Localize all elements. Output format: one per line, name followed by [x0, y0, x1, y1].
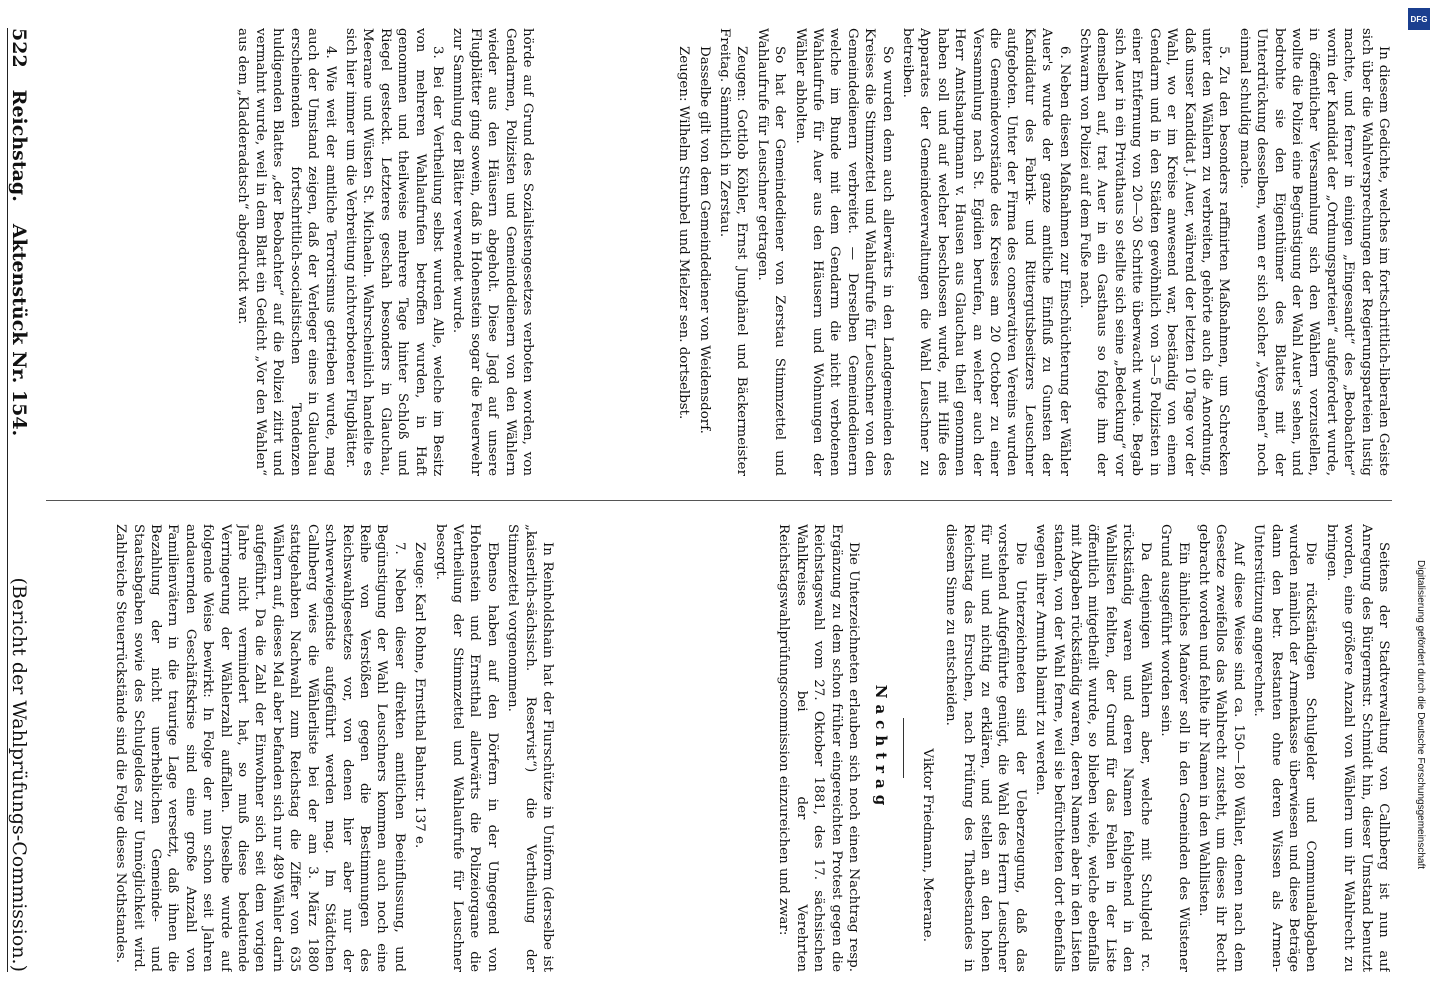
paragraph: 4. Wie weit der amtliche Terrorismus getrieben wurde, mag auch der Umstand zeigen, daß der Verleger eines in Glauchau erscheinenden fortschrittlich-socialistischen Tendenzen huldigenden Blattes „der Beobachter“ auf die Polizei zitirt und vermahnt wurde, weil in dem Blatt ein Gedicht „Vor den Wahlen“ aus dem „Kladderadatsch“ abgedruckt war.	[235, 28, 338, 476]
paragraph: Zeugen: Gottlob Köhler, Ernst Junghänel und Bäckermeister Freitag. Sämmtlich in Zerstau.	[716, 28, 750, 476]
header-piece: Aktenstück Nr. 154.	[8, 223, 30, 437]
paragraph: Ebenso haben auf den Dörfern in der Umgegend von Hohenstein und Ernstthal allerwärts die Polizeiorgane die Vertheilung der Stimmzettel und Wahlaufrufe für Leuschner besorgt.	[432, 524, 500, 972]
paragraph: hörde auf Grund des Sozialistengesetzes verboten worden, von Gendarmen, Polizisten und Gemeindedienern von den Wählern wieder aus den Häusern abgeholt. Diese Jagd auf unsere Flugblätter ging sowein, daß in Hohenstein sogar die Feuerwehr zur Sammlung der Blätter verwendet wurde.	[450, 28, 535, 476]
header-title: Reichstag.	[8, 89, 30, 202]
header-report: (Bericht der Wahlprüfungs-Commission.)	[8, 577, 30, 972]
right-column	[46, 524, 556, 972]
column-divider	[46, 500, 1392, 501]
nachtrag-paragraph: Die Unterzeichneten erlauben sich noch einen Nachtrag resp. Ergänzung zu dem schon früher eingereichten Protest gegen die Reichstagswahl vom 27. Oktober 1881, des 17. sächsischen Wahlkreises bei der Verehrten Reichstagswahlprüfungscommission einzureichen und zwar:	[776, 524, 862, 972]
paragraph: In diesem Gedichte, welches im fortschrittlich-liberalen Geiste sich über die Wahlversprechungen der Regierungsparteien lustig machte, und ferner in einigen „Eingesandt“ des „Beobachter“ worin der Kandidat der „Ordnungsparteien“ aufgefordert wurde, in öffentlicher Versammlung sich den Wählern vorzustellen, wollte die Polizei eine Begünstigung der Wahl Auer's sehen, und bedrohte sie den Eigenthümer des Blattes mit der Unterdrückung desselben, wenn er sich solcher „Vergehen“ noch einmal schuldig mache.	[1236, 28, 1391, 476]
paragraph: Da denjenigen Wählern aber, welche mit Schulgeld rc. rückständig waren und deren Namen fehlgehend in den Wahllisten fehlten, der Grund für das Fehlen in der Liste öffentlich mitgetheilt wurde, so blieben viele, welche ebenfalls mit Abgaben rückständig waren, deren Namen aber in den Listen standen, von der Wahl ferne, weil sie befürchteten dort ebenfalls wegen ihrer Armuth blamirt zu werden.	[1033, 524, 1153, 972]
paragraph: 5. Zu den besonders raffinirten Maßnahmen, um Schrecken unter den Wählern zu verbreiten, gehörte auch die Anordnung, daß unser Kandidat J. Auer, während der letzten 10 Tage vor der Wahl, wo er im Kreise anwesend war, beständig von einem Gendarm und in den Städten gewöhnlich von 3—5 Polizisten in einer Entfernung von 20—30 Schritte überwacht wurde. Begab sich Auer in ein Privathaus so stellte sich seine „Bedeckung“ vor demselben auf, trat Auer in ein Gasthaus so folgte ihm der Schwarm von Polizei auf dem Fuße nach.	[1077, 28, 1232, 476]
page-number: 522	[8, 28, 30, 68]
paragraph: Zeugen: Wilhelm Strunbel und Mielzer sen. dortselbst.	[676, 46, 692, 420]
paragraph: Auf diese Weise sind ca. 150—180 Wähler, denen nach dem Gesetze zweifellos das Wahlrecht zusteht, um dieses ihr Recht gebracht worden und fehlte ihr Namen in den Wahllisten.	[1195, 524, 1246, 972]
paragraph: Dasselbe gilt von dem Gemeindediener von Weidensdorf.	[696, 46, 712, 434]
paragraph: Ein ähnliches Manöver soll in den Gemeinden des Wüstener Grund ausgeführt worden sein.	[1158, 524, 1191, 972]
paragraph: Die Unterzeichneten sind der Ueberzeugung, daß das vorstehend Aufgeführte genügt, die Wahl des Herrn Leuschner für null und nichtig zu erklären, und stellen an den hohen Reichstag das Ersuchen, nach Prüfung des Thatbestandes in diesem Sinne zu entscheiden.	[943, 524, 1028, 972]
left-column-continued	[536, 28, 1392, 476]
credit-text: Digitalisierung gefördert durch die Deutsche Forschungsgemeinschaft	[1415, 560, 1426, 870]
paragraph: Zeuge: Karl Rohne, Ernstthal Bahnstr. 137 e.	[412, 542, 428, 849]
section-divider	[903, 718, 904, 778]
paragraph: In Reinholdshain hat der Flurschütze in Uniform (derselbe ist „kaiserlich-sächsisch. Reservist“) die Vertheilung der Stimmzettel vorgenommen.	[505, 524, 555, 972]
paragraph: 7. Neben dieser direkten amtlichen Beeinflussung, und Begünstigung der Wahl Leuschners kommen auch noch eine Reihe von Verstößen gegen die Bestimmungen des Reichswahlgesetzes vor, von denen hier aber nur der schwerwiegendste aufgeführt werden mag. Im Städtchen Callnberg wies die Wählerliste bei der am 3. März 1880 stattgehabten Nachwahl zum Reichstag die Ziffer von 635 Wählern auf, dieses Mal aber befanden sich nur 489 Wähler darin aufgeführt. Da die Zahl der Einwohner sich seit dem vorigen Jahre nicht vermindert hat, so muß diese bedeutende Verringerung der Wählerzahl auffallen. Dieselbe wurde auf folgende Weise bewirkt: In Folge der nun schon seit Jahren andauernden Geschäftskrise sind eine große Anzahl von Familienvätern in die traurige Lage versetzt, daß ihnen die Bezahlung der nicht unerheblichen Gemeinde- und Staatsabgaben sowie des Schulgeldes zur Unmöglichkeit wird. Zahlreiche Steuerrückstände sind die Folge dieses Nothstandes.	[113, 524, 407, 972]
paragraph: 6. Neben diesen Maßnahmen zur Einschüchterung der Wähler Auer's wurde der ganze amtliche Einfluß zu Gunsten der Kandidatur des Fabrik- und Rittergutsbesitzers Leuschner aufgeboten. Unter der Firma des conservativen Vereins wurden die Gemeindevorstände des Kreises am 20 October zu einer Versammlung nach St. Egidien berufen, an welcher auch der Herr Amtshauptmann v. Hausen aus Glauchau theil genommen haben soll und auf welcher beschlossen wurde, mit Hilfe des Apparates der Gemeindeverwaltungen die Wahl Leuschner zu betreiben.	[900, 28, 1072, 476]
page-header	[7, 28, 38, 972]
right-column-continued	[556, 524, 1392, 972]
nachtrag-heading: Nachtrag	[872, 684, 891, 812]
left-column	[46, 28, 536, 476]
paragraph: Die rückständigen Schulgelder und Communalabgaben wurden nämlich der Armenkasse überwiesen und diese Beträge dann den betr. Restanten ohne deren Wissen als Armen-Unterstützung angerechnet.	[1251, 524, 1319, 972]
paragraph: 3. Bei der Vertheilung selbst wurden Alle, welche im Besitz von mehreren Wahlaufrufen betroffen wurden, in Haft genommen und theilweise mehrere Tage hinter Schloß und Riegel gesteckt. Letzteres geschah besonders in Glauchau, Meerane und Wüsten St. Michaeln. Wahrscheinlich handelte es sich hier immer um die Verbreitung nichtverbotener Flugblätter.	[342, 28, 445, 476]
dfg-logo: DFG	[1408, 8, 1430, 30]
paragraph: So hat der Gemeindediener von Zerstau Stimmzettel und Wahlaufrufe für Leuschner getragen.	[754, 28, 788, 476]
paragraph: Seitens der Stadtverwaltung von Callnberg ist nun auf Anregung des Bürgermstr. Schmidt hin, dieser Umstand benutzt worden, eine größere Anzahl von Wählern um ihr Wahlrecht zu bringen.	[1323, 524, 1391, 972]
paragraph: So wurden denn auch allerwärts in den Landgemeinden des Kreises die Stimmzettel und Wahlaufrufe für Leuschner von den Gemeindedienern verbreitet. — Derselben Gemeindedienern welche im Bunde mit dem Gendarm die nicht verbotenen Wahlaufrufe für Auer aus den Häusern und Wohnungen der Wähler abholten.	[792, 28, 895, 476]
digitization-credit	[1412, 560, 1426, 990]
signature: Viktor Friedmann, Meerane.	[919, 748, 935, 942]
